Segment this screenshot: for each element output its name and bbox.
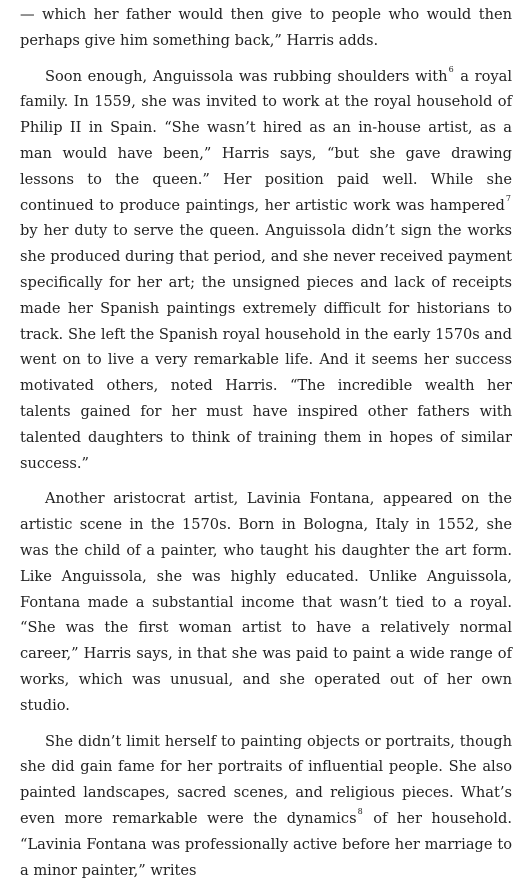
paragraph-text: — which her father would then give to people who would then perhaps give him something back,” Harris adds. [20, 6, 512, 49]
paragraph [20, 486, 512, 718]
footnote-marker: 8 [357, 806, 363, 816]
footnote-marker: 7 [505, 193, 511, 203]
paragraph-text: Another aristocrat artist, Lavinia Fontana, appeared on the artistic scene in the 1570s. Born in Bologna, Italy in 1552, she was the child of a painter, who taught his daughter the art form. Like Anguissola, she was highly educated. Unlike Anguissola, Fontana made a substantial income that wasn’t tied to a royal. “She was the first woman artist to have a relatively normal career,” Harris says, in that she was paid to paint a wide range of works, which was unusual, and she operated out of her own studio. [20, 490, 512, 714]
paragraph-text: Soon enough, Anguissola was rubbing shoulders with [45, 67, 448, 85]
paragraph [20, 2, 512, 54]
paragraph [20, 64, 512, 477]
paragraph-text: She didn’t limit herself to painting objects or portraits, though she did gain fame for her portraits of influential people. She also painted landscapes, sacred scenes, and religious pieces. What’s even more remarkable were the dynamics [20, 732, 512, 827]
paragraph-text: a royal family. In 1559, she was invited to work at the royal household of Philip II in Spain. “She wasn’t hired as an in-house artist, as a man would have been,” Harris says, “but she gave drawing lessons to the queen.” Her position paid well. While she continued to produce paintings, her artistic work was hampered [20, 67, 513, 214]
footnote-marker: 6 [448, 64, 454, 74]
paragraph [20, 729, 512, 883]
paragraph-text: of her household. “Lavinia Fontana was professionally active before her marriage to a minor painter,” writes [20, 809, 512, 879]
paragraph-text: by her duty to serve the queen. Anguissola didn’t sign the works she produced during that period, and she never received payment specifically for her art; the unsigned pieces and lack of receipts made her Spanish paintings extremely difficult for historians to track. She left the Spanish royal household in the early 1570s and went on to live a very remarkable life. And it seems her success motivated others, noted Harris. “The incredible wealth her talents gained for her must have inspired other fathers with talented daughters to think of training them in hopes of similar success.” [20, 222, 512, 472]
